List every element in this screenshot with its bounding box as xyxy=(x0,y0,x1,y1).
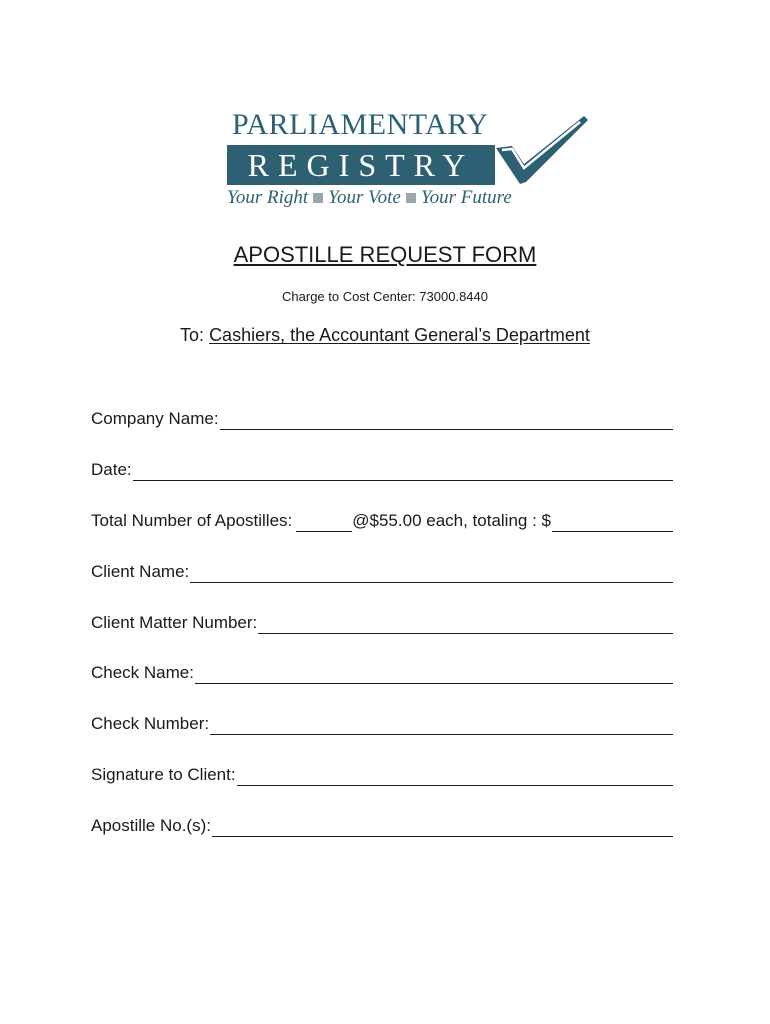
form-title-text: APOSTILLE REQUEST FORM xyxy=(233,242,537,267)
signature-to-client-label: Signature to Client: xyxy=(91,765,236,784)
date-label: Date: xyxy=(91,460,132,479)
date-blank[interactable] xyxy=(133,462,673,481)
signature-to-client-blank[interactable] xyxy=(237,767,673,786)
tagline-your-right: Your Right xyxy=(227,187,309,208)
check-name-label: Check Name: xyxy=(91,663,194,682)
apostille-count-blank[interactable] xyxy=(296,513,352,532)
check-number-label: Check Number: xyxy=(91,714,210,733)
check-name-blank[interactable] xyxy=(195,665,673,684)
company-name-label: Company Name: xyxy=(91,409,219,428)
apostille-numbers-label: Apostille No.(s): xyxy=(91,816,211,835)
check-name-field xyxy=(91,660,673,684)
tagline-bullet-icon xyxy=(313,193,323,203)
check-number-blank[interactable] xyxy=(210,716,673,735)
tagline-your-future: Your Future xyxy=(420,187,512,208)
client-matter-number-blank[interactable] xyxy=(258,615,673,634)
client-name-field xyxy=(91,559,673,583)
tagline-your-vote: Your Vote xyxy=(328,187,401,208)
client-name-label: Client Name: xyxy=(91,562,190,581)
company-name-blank[interactable] xyxy=(220,411,673,430)
logo-tagline xyxy=(227,186,512,210)
client-name-blank[interactable] xyxy=(190,564,673,583)
company-name-field xyxy=(91,406,673,430)
price-each-text: @$55.00 each, totaling : $ xyxy=(352,511,551,530)
total-apostilles-label: Total Number of Apostilles: xyxy=(91,511,293,530)
checkmark-icon xyxy=(490,112,590,188)
client-matter-number-field xyxy=(91,610,673,634)
form-title xyxy=(0,241,770,269)
logo-wordmark-bottom: REGISTRY xyxy=(247,147,475,183)
cost-center-line: Charge to Cost Center: 73000.8440 xyxy=(282,289,488,304)
apostille-numbers-field xyxy=(91,813,673,837)
tagline-bullet-icon xyxy=(406,193,416,203)
parliamentary-registry-logo xyxy=(222,108,592,208)
apostille-numbers-blank[interactable] xyxy=(212,818,673,837)
recipient-department: Cashiers, the Accountant General’s Department xyxy=(209,325,590,345)
total-apostilles-field xyxy=(91,508,673,532)
check-number-field xyxy=(91,711,673,735)
recipient-line xyxy=(0,323,770,347)
client-matter-number-label: Client Matter Number: xyxy=(91,613,258,632)
date-field xyxy=(91,457,673,481)
recipient-prefix: To: xyxy=(180,325,210,345)
total-amount-blank[interactable] xyxy=(552,513,673,532)
logo-wordmark-top: PARLIAMENTARY xyxy=(232,108,489,141)
signature-to-client-field xyxy=(91,762,673,786)
